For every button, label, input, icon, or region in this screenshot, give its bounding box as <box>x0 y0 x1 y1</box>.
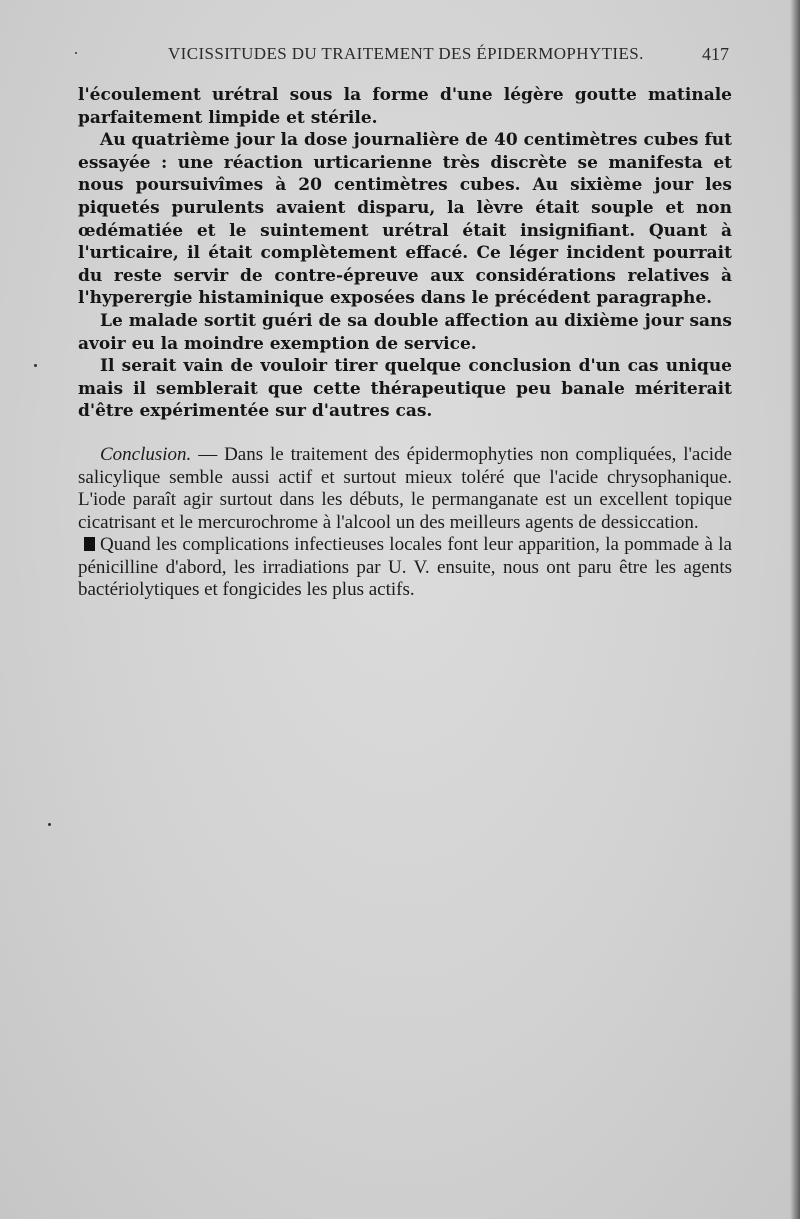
paragraph-remark: Il serait vain de vouloir tirer quelque conclusion d'un cas unique mais il semblerait que cette thérapeutique peu banale mériterait d'être expérimentée sur d'autres cas. <box>78 356 732 422</box>
ink-speck <box>48 823 51 826</box>
running-title: VICISSITUDES DU TRAITEMENT DES ÉPIDERMOPHYTIES. <box>168 44 644 63</box>
page-number: 417 <box>702 44 729 64</box>
paragraph-discharge: Le malade sortit guéri de sa double affection au dixième jour sans avoir eu la moindre exemption de service. <box>78 310 732 354</box>
conclusion-text: — Dans le traitement des épidermophyties non compliquées, l'acide salicylique semble aussi actif et surtout mieux toléré que l'acide chrysophanique. L'iode paraît agir surtout dans les débuts, le permanganate est un excellent topique cicatrisant et le mercurochrome à l'alcool un des meilleurs agents de dessiccation. <box>78 443 732 533</box>
body-text <box>78 84 732 602</box>
final-text: Quand les complications infectieuses locales font leur apparition, la pommade à la pénicilline d'abord, les irradiations par U. V. ensuite, nous ont paru être les agents bactériolytiques et fongicides les plus actifs. <box>78 534 732 601</box>
final-paragraph <box>78 534 732 602</box>
ink-speck <box>75 52 77 54</box>
ink-blot-mark <box>84 537 95 551</box>
conclusion-heading: Conclusion. <box>100 443 192 465</box>
ink-speck <box>34 364 37 367</box>
conclusion-paragraph <box>78 444 732 534</box>
paragraph-day-four: Au quatrième jour la dose journalière de 40 centimètres cubes fut essayée : une réaction urticarienne très discrète se manifesta et nous poursuivîmes à 20 centimètres cubes. Au sixième jour les piquetés purulents avaient disparu, la lèvre était souple et non œdématiée et le suintement urétral était insignifiant. Quant à l'urticaire, il était complètement effacé. Ce léger incident pourrait du reste servir de contre-épreuve aux considérations relatives à l'hyperergie histaminique exposées dans le précédent paragraphe. <box>78 130 732 309</box>
paragraph-continuation: l'écoulement urétral sous la forme d'une légère goutte matinale parfaitement limpide et stérile. <box>78 85 732 128</box>
page-header <box>0 44 800 74</box>
page-edge-shadow <box>790 0 800 1219</box>
